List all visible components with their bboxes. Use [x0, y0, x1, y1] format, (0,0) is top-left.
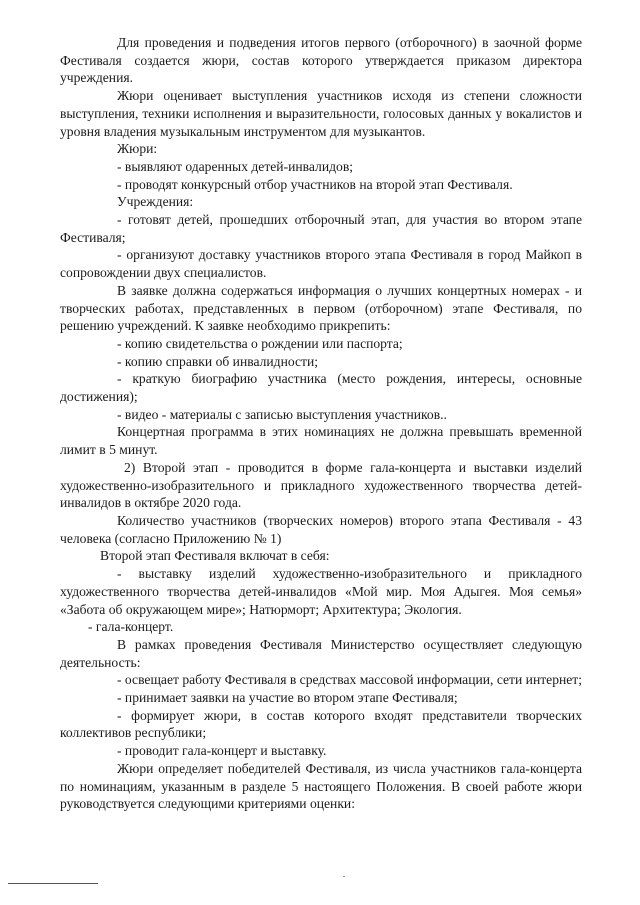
list-item: - гала-концерт.: [88, 619, 174, 635]
document-body: [60, 34, 582, 813]
list-item: - освещает работу Фестиваля в средствах массовой информации, сети интернет;: [117, 672, 583, 688]
list-item: - проводит гала-концерт и выставку.: [117, 743, 327, 759]
paragraph-second-stage-includes: Второй этап Фестиваля включат в себя:: [100, 548, 330, 564]
paragraph-participants-count: Количество участников (творческих номеров) второго этапа Фестиваля - 43 человека (согласно Приложению № 1): [60, 512, 582, 546]
list-item: - копию свидетельства о рождении или паспорта;: [117, 335, 403, 351]
footer-divider: [8, 883, 98, 884]
list-item: - выявляют одаренных детей-инвалидов;: [117, 158, 354, 174]
paragraph-time-limit: Концертная программа в этих номинациях не должна превышать временной лимит в 5 минут.: [60, 424, 582, 458]
paragraph-application: В заявке должна содержаться информация о лучших концертных номерах - и творческих работах, представленных в первом (отборочном) этапе Фестиваля, по решению учреждений. К заявке необходимо прикрепить:: [60, 282, 582, 334]
list-item: - выставку изделий художественно-изобразительного и прикладного художественного творчества детей-инвалидов «Мой мир. Моя Адыгея. Моя семья» «Забота об окружающем мире»; Натюрморт; Архитектура; Экология.: [60, 566, 582, 617]
list-item: - видео - материалы с записью выступления участников..: [117, 406, 447, 422]
list-item: - формирует жюри, в состав которого входят представители творческих коллективов республики;: [60, 707, 582, 741]
list-item: - краткую биографию участника (место рождения, интересы, основные достижения);: [60, 371, 582, 405]
list-item: - готовят детей, прошедших отборочный этап, для участия во втором этапе Фестиваля;: [60, 212, 582, 245]
list-item: - копию справки об инвалидности;: [117, 353, 319, 369]
paragraph-jury-heading: Жюри:: [117, 141, 158, 157]
paragraph-ministry: В рамках проведения Фестиваля Министерство осуществляет следующую деятельность:: [60, 636, 582, 670]
list-item: - организуют доставку участников второго этапа Фестиваля в город Майкоп в сопровождении двух специалистов.: [60, 247, 582, 281]
paragraph-jury-creation: Для проведения и подведения итогов первого (отборочного) в заочной форме Фестиваля создается жюри, состав которого утверждается приказом директора учреждения.: [60, 35, 582, 86]
paragraph-jury-evaluation: Жюри оценивает выступления участников исходя из степени сложности выступления, техники исполнения и выразительности, голосовых данных у вокалистов и уровня владения музыкальным инструментом для музыкантов.: [60, 88, 582, 139]
scan-speck: [343, 876, 345, 877]
paragraph-jury-winners: Жюри определяет победителей Фестиваля, из числа участников гала-концерта по номинациям, указанным в разделе 5 настоящего Положения. В своей работе жюри руководствуется следующими критериями оценки:: [60, 760, 582, 812]
list-item: - проводят конкурсный отбор участников на второй этап Фестиваля.: [117, 176, 513, 192]
list-item: - принимает заявки на участие во втором этапе Фестиваля;: [117, 690, 458, 706]
paragraph-second-stage: 2) Второй этап - проводится в форме гала-концерта и выставки изделий художественно-изобразительного и прикладного художественного творчества детей-инвалидов в октябре 2020 года.: [60, 459, 582, 511]
paragraph-institutions-heading: Учреждения:: [117, 194, 194, 210]
